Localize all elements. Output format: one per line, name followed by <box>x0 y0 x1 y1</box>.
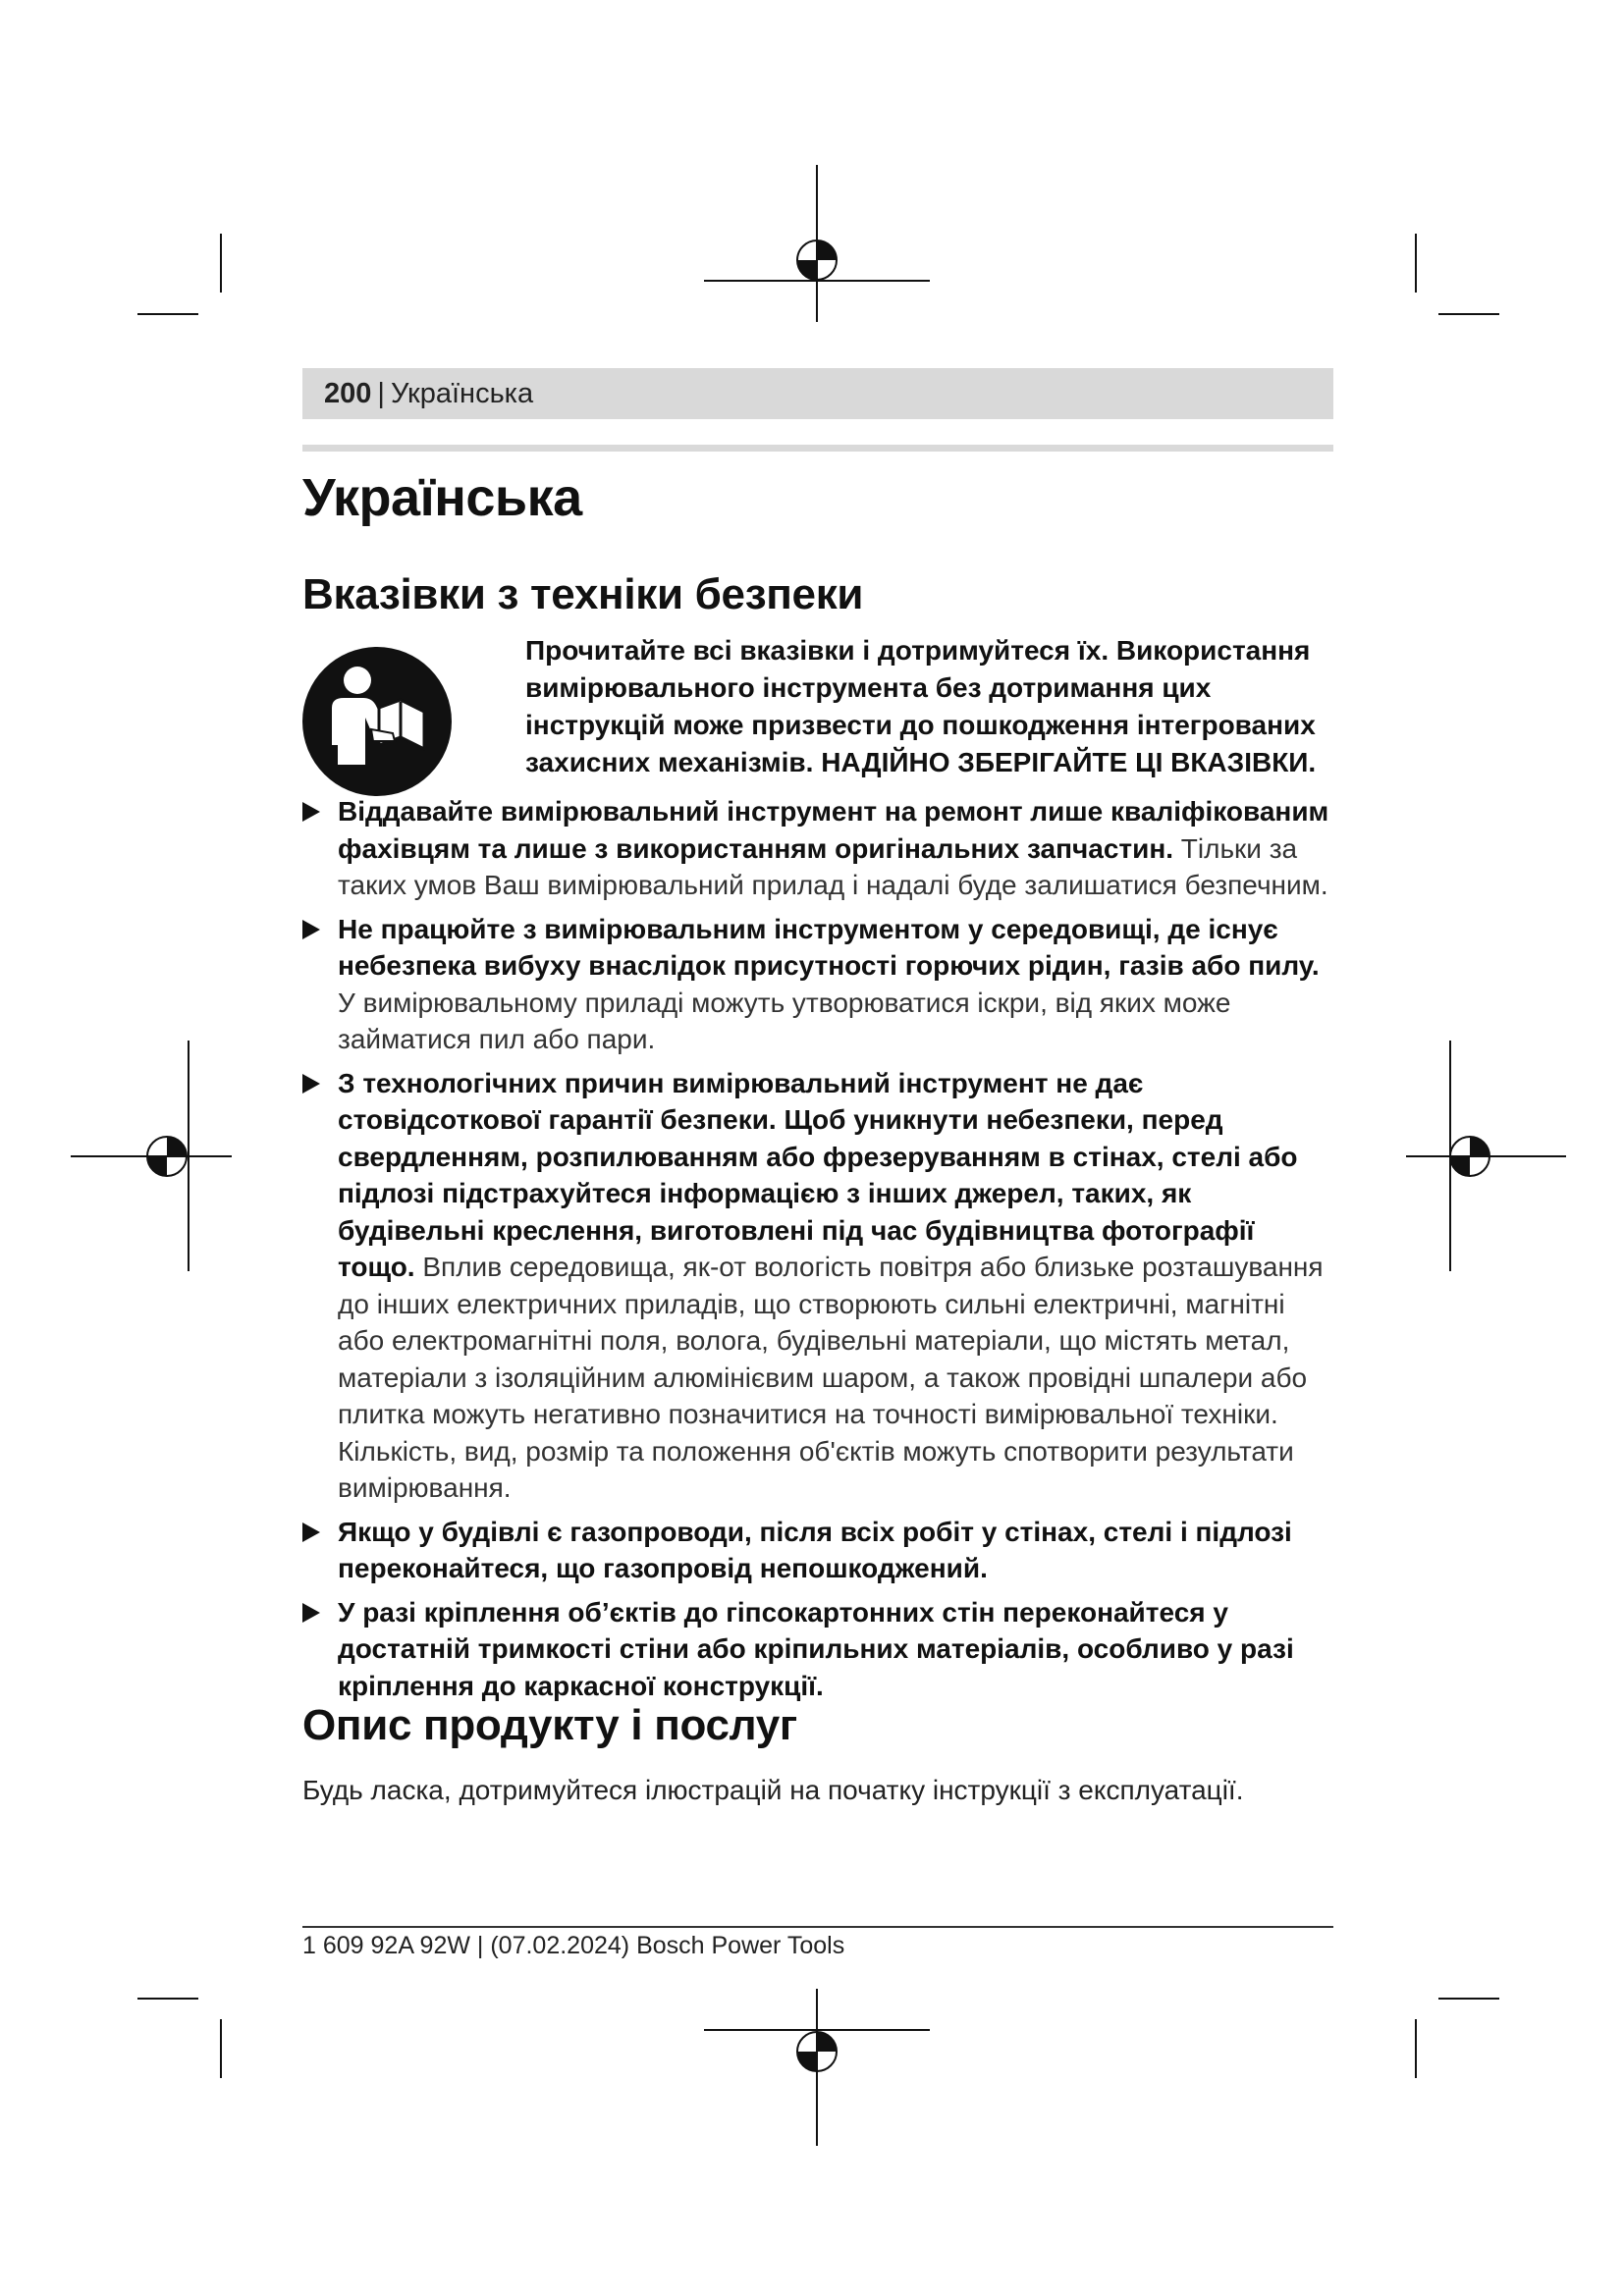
warning-normal-text: Тільки за таких умов Ваш вимірювальний прилад і надалі буде залишатися безпечним. <box>338 832 1328 900</box>
warning-normal-text: Вплив середовища, як-от вологість повітря або близьке розташування до інших електричних приладів, що створюють сильні електричні, магнітні або електромагнітні поля, волога, будівельні матеріали, що містять метал, матеріали з ізоляційним алюмінієвим шаром, а також провідні шпалери або плитка можуть негативно позначитися на точності вимірювальної техніки. Кількість, вид, розмір та положення об'єктів можуть спотворити результати вимірювання. <box>338 1252 1324 1503</box>
warning-bold-text: Віддавайте вимірювальний інструмент на ремонт лише кваліфікованим фахівцям та лише з використанням оригінальних запчастин. <box>338 796 1329 864</box>
list-item <box>302 1594 1333 1705</box>
page-number: 200 <box>324 377 372 409</box>
list-item <box>302 1514 1333 1587</box>
footer-divider <box>302 1926 1333 1928</box>
triangle-bullet-icon <box>302 1074 320 1094</box>
warning-bold-text: З технологічних причин вимірювальний інструмент не дає стовідсоткової гарантії безпеки. Щоб уникнути небезпеки, перед свердленням, розпилюванням або фрезеруванням в стінах, стелі або підлозі підстрахуйтеся інформацією з інших джерел, таких, як будівельні креслення, виготовлені під час будівництва фотографії тощо. <box>338 1067 1298 1282</box>
triangle-bullet-icon <box>302 802 320 822</box>
footer-text: 1 609 92A 92W | (07.02.2024) Bosch Power Tools <box>302 1932 845 1959</box>
warning-bold-text: Якщо у будівлі є газопроводи, після всіх робіт у стінах, стелі і підлозі переконайтеся, що газопровід непошкоджений. <box>338 1516 1292 1583</box>
warning-bold-text: Не працюйте з вимірювальним інструментом у середовищі, де існує небезпека вибуху внаслідок присутності горючих рідин, газів або пилу. <box>338 913 1320 981</box>
triangle-bullet-icon <box>302 1603 320 1623</box>
product-heading: Опис продукту і послуг <box>302 1701 797 1749</box>
list-item <box>302 1065 1333 1507</box>
product-body-text: Будь ласка, дотримуйтеся ілюстрацій на початку інструкції з експлуатації. <box>302 1775 1244 1805</box>
warning-bold-text: У разі кріплення об’єктів до гіпсокартонних стін переконайтеся у достатній тримкості стіни або кріпильних матеріалів, особливо у разі кріплення до каркасної конструкції. <box>338 1596 1294 1701</box>
safety-heading: Вказівки з техніки безпеки <box>302 570 864 618</box>
header-divider <box>302 445 1333 452</box>
header-language: Українська <box>390 377 534 409</box>
list-item <box>302 793 1333 904</box>
list-item <box>302 911 1333 1058</box>
page-header <box>302 368 1333 419</box>
triangle-bullet-icon <box>302 1522 320 1542</box>
warning-normal-text: У вимірювальному приладі можуть утворюватися іскри, від яких може займатися пил або пари. <box>338 987 1231 1054</box>
read-manual-icon <box>302 647 452 796</box>
document-title: Українська <box>302 468 582 527</box>
header-separator: | <box>377 377 385 409</box>
intro-warning: Прочитайте всі вказівки і дотримуйтеся їх. Використання вимірювального інструмента без дотримання цих інструкцій може призвести до пошкодження інтегрованих захисних механізмів. НАДІЙНО ЗБЕРІГАЙТЕ ЦІ ВКАЗІВКИ. <box>525 635 1317 777</box>
safety-warning-list <box>302 793 1333 1711</box>
triangle-bullet-icon <box>302 920 320 939</box>
